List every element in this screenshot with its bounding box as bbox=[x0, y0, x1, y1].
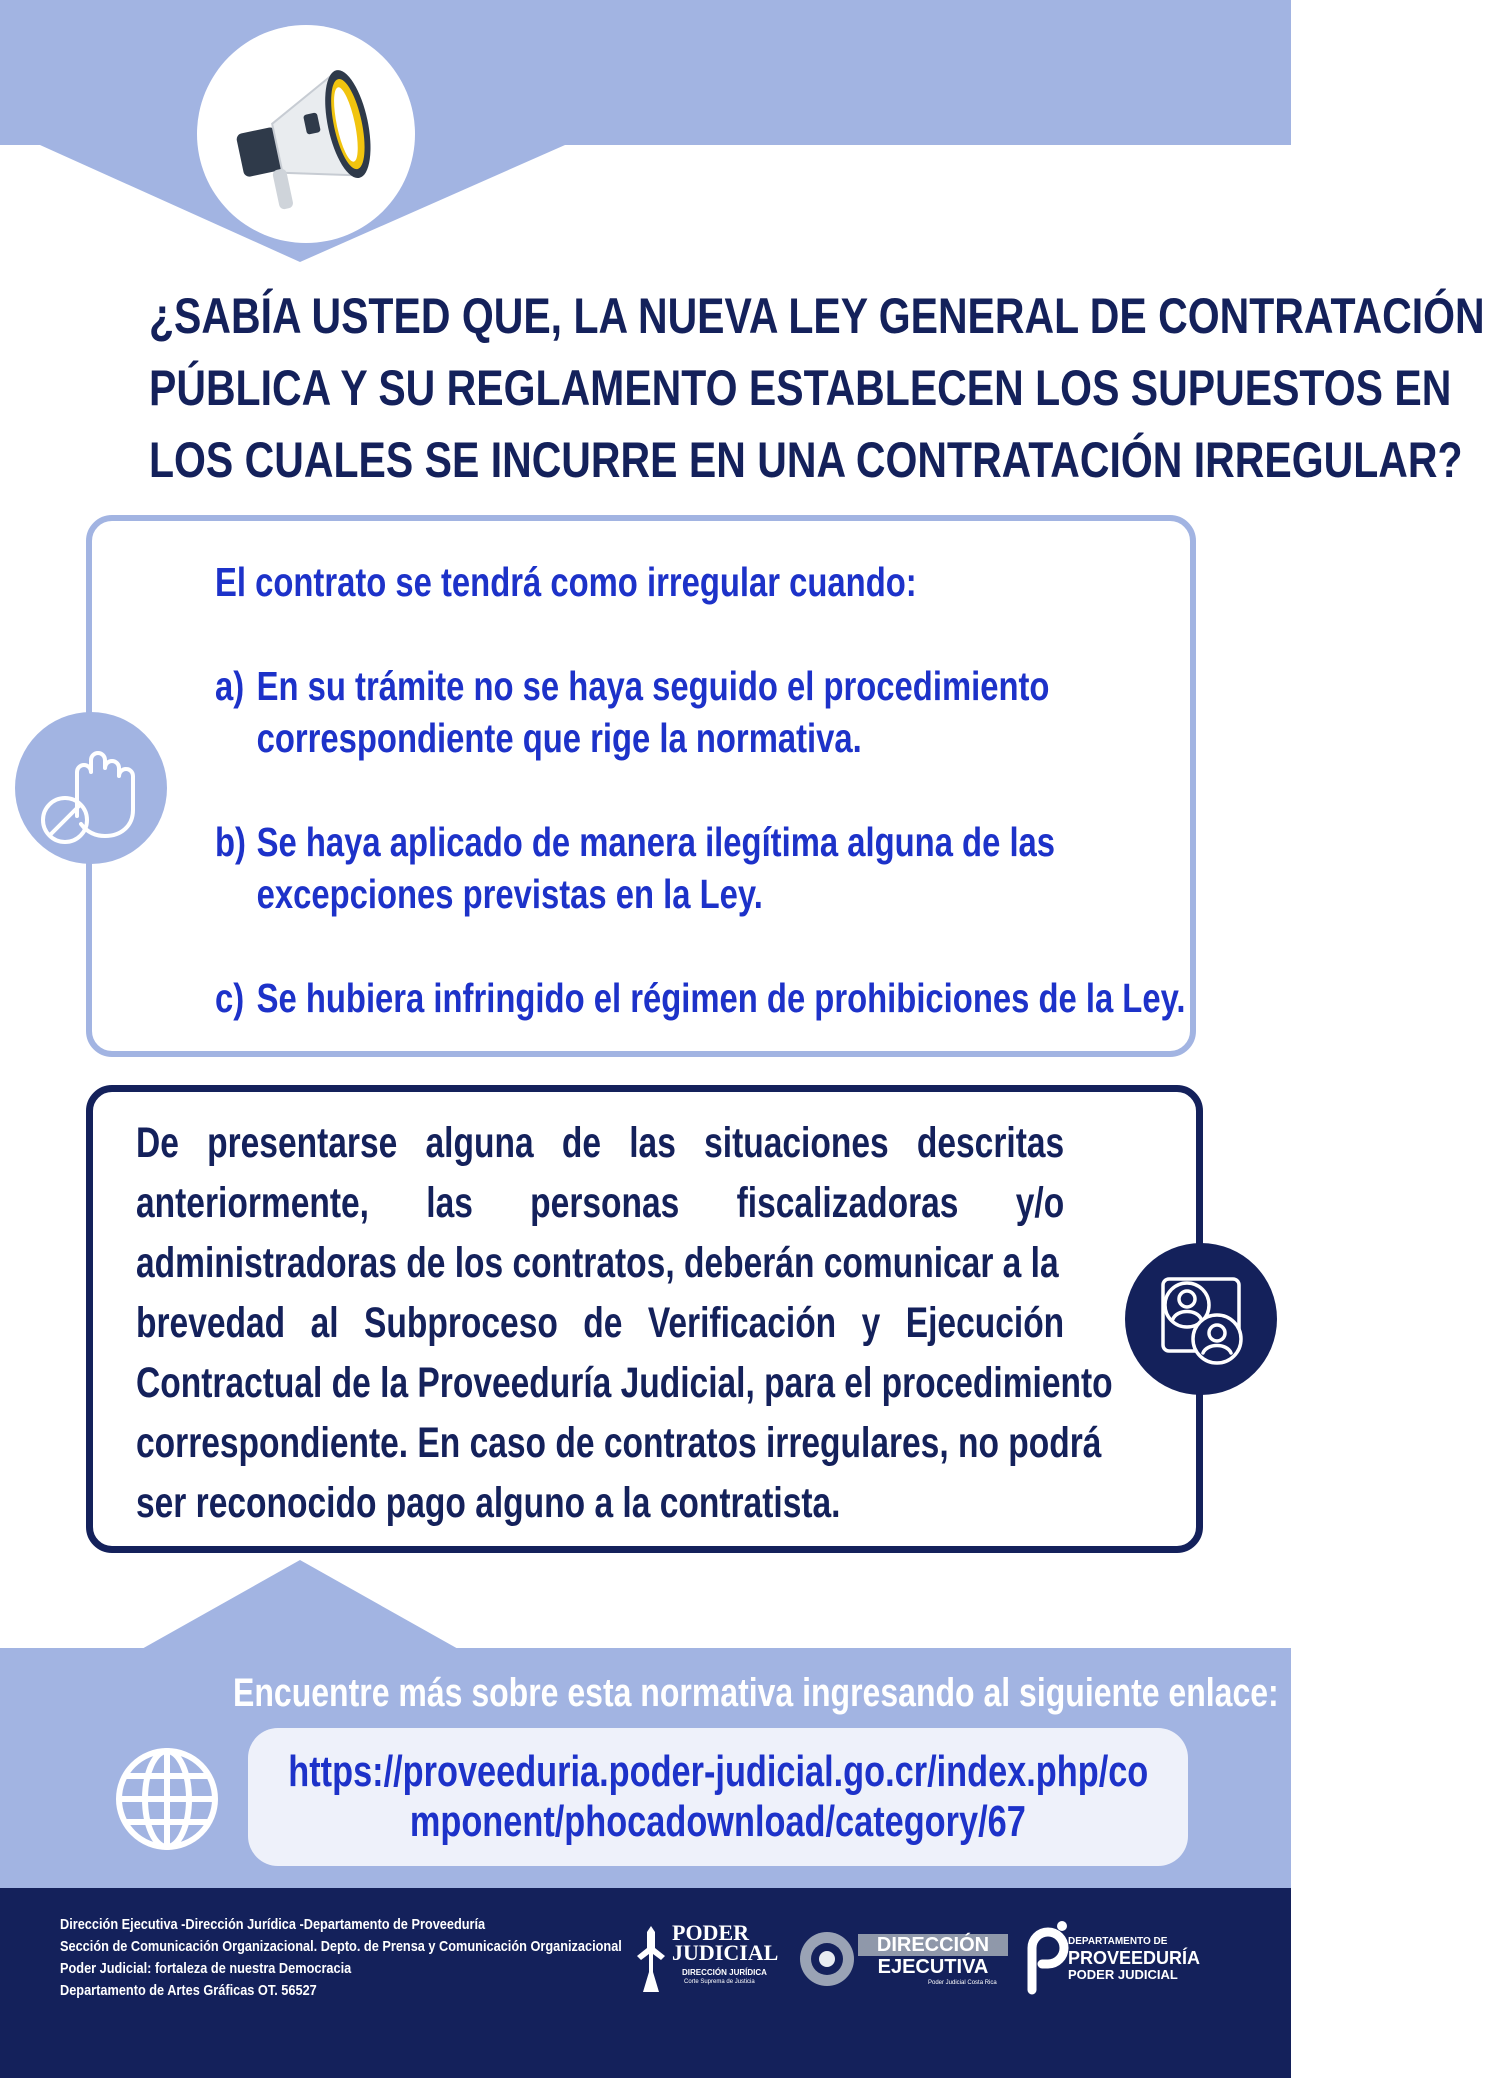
link-line: https://proveeduria.poder-judicial.go.cr/index.php/co bbox=[288, 1747, 1148, 1796]
notice-line bbox=[136, 1173, 1064, 1233]
notice-line: correspondiente. En caso de contratos irregulares, no podrá bbox=[136, 1419, 1102, 1467]
notice-word: fiscalizadoras bbox=[736, 1179, 959, 1227]
notice-line: ser reconocido pago alguno a la contratista. bbox=[136, 1479, 841, 1527]
de-word1: DIRECCIÓN bbox=[876, 1934, 990, 1956]
notice-line bbox=[136, 1293, 1064, 1353]
notice-word: presentarse bbox=[207, 1119, 398, 1167]
notice-word: las bbox=[426, 1179, 473, 1227]
irregular-item-c bbox=[215, 972, 1186, 1024]
people-icon bbox=[1125, 1243, 1277, 1395]
footer-line: Departamento de Artes Gráficas OT. 56527 bbox=[60, 1982, 317, 1999]
bottom-chevron bbox=[0, 1560, 1291, 1650]
item-text: excepciones previstas en la Ley. bbox=[256, 871, 763, 917]
item-text: correspondiente que rige la normativa. bbox=[256, 715, 862, 761]
pj-sub1: DIRECCIÓN JURÍDICA bbox=[682, 1968, 767, 1977]
header-chevron bbox=[0, 0, 1291, 280]
notice-word: Verificación bbox=[647, 1299, 837, 1347]
de-word2: EJECUTIVA bbox=[877, 1956, 989, 1978]
notice-word: anteriormente, bbox=[136, 1179, 369, 1227]
poder-judicial-logo bbox=[628, 1922, 778, 2002]
notice-word: y bbox=[861, 1299, 881, 1347]
globe-icon bbox=[112, 1744, 222, 1854]
headline bbox=[148, 280, 1485, 496]
item-marker: c) bbox=[215, 975, 245, 1021]
notice-word: personas bbox=[530, 1179, 680, 1227]
notice-line: Contractual de la Proveeduría Judicial, para el procedimiento bbox=[136, 1359, 1113, 1407]
notice-word: de bbox=[583, 1299, 623, 1347]
notice-word: Subproceso bbox=[364, 1299, 558, 1347]
notice-word: descritas bbox=[916, 1119, 1065, 1167]
notice-word: y/o bbox=[1015, 1179, 1065, 1227]
notice-line bbox=[136, 1113, 1064, 1173]
notice-word: de bbox=[561, 1119, 602, 1167]
notice-word: brevedad bbox=[136, 1299, 286, 1347]
prov-word: PROVEEDURÍA bbox=[1068, 1948, 1201, 1968]
item-marker: a) bbox=[215, 663, 245, 709]
notice-word: las bbox=[629, 1119, 676, 1167]
item-marker: b) bbox=[215, 819, 246, 865]
pj-sub2: Corte Suprema de Justicia bbox=[684, 1979, 755, 1985]
footer-credits bbox=[60, 1914, 622, 2002]
item-text: En su trámite no se haya seguido el procedimiento bbox=[256, 663, 1050, 709]
link-line: mponent/phocadownload/category/67 bbox=[410, 1797, 1026, 1846]
irregular-item-b bbox=[215, 816, 1055, 920]
notice-word: al bbox=[310, 1299, 339, 1347]
notice-word: alguna bbox=[425, 1119, 534, 1167]
notice-text bbox=[136, 1113, 1113, 1533]
direccion-ejecutiva-logo bbox=[798, 1928, 1013, 1992]
normativa-link[interactable] bbox=[248, 1728, 1188, 1866]
megaphone-icon bbox=[197, 25, 415, 243]
prov-sub: DEPARTAMENTO DE bbox=[1068, 1936, 1168, 1947]
prov-org: PODER JUDICIAL bbox=[1068, 1967, 1178, 1982]
footer-line: Poder Judicial: fortaleza de nuestra Democracia bbox=[60, 1960, 352, 1977]
footer-line: Sección de Comunicación Organizacional. Depto. de Prensa y Comunicación Organizacional bbox=[60, 1938, 622, 1955]
proveeduria-logo bbox=[1024, 1920, 1224, 2000]
irregular-item-a bbox=[215, 660, 1049, 764]
notice-line: administradoras de los contratos, deberán comunicar a la bbox=[136, 1239, 1059, 1287]
pj-word1: PODER bbox=[672, 1920, 749, 1945]
headline-line: PÚBLICA Y SU REGLAMENTO ESTABLECEN LOS SUPUESTOS EN bbox=[148, 360, 1452, 416]
item-text: Se haya aplicado de manera ilegítima alguna de las bbox=[256, 819, 1056, 865]
headline-line: LOS CUALES SE INCURRE EN UNA CONTRATACIÓN IRREGULAR? bbox=[148, 432, 1463, 488]
justice-statue-icon bbox=[628, 1922, 674, 1992]
stop-hand-icon bbox=[15, 712, 167, 864]
irregular-intro: El contrato se tendrá como irregular cuando: bbox=[215, 559, 917, 605]
item-text: Se hubiera infringido el régimen de prohibiciones de la Ley. bbox=[256, 975, 1186, 1021]
headline-line: ¿SABÍA USTED QUE, LA NUEVA LEY GENERAL DE CONTRATACIÓN bbox=[148, 288, 1485, 344]
pj-word2: JUDICIAL bbox=[672, 1940, 779, 1965]
link-intro: Encuentre más sobre esta normativa ingresando al siguiente enlace: bbox=[233, 1671, 1279, 1715]
notice-word: situaciones bbox=[704, 1119, 889, 1167]
pj-monogram-icon bbox=[1024, 1920, 1068, 1996]
notice-word: De bbox=[136, 1119, 179, 1167]
footer-line: Dirección Ejecutiva -Dirección Jurídica -Departamento de Proveeduría bbox=[60, 1916, 486, 1933]
de-sub: Poder Judicial Costa Rica bbox=[928, 1980, 997, 1986]
aperture-icon bbox=[798, 1930, 856, 1988]
notice-word: Ejecución bbox=[905, 1299, 1065, 1347]
